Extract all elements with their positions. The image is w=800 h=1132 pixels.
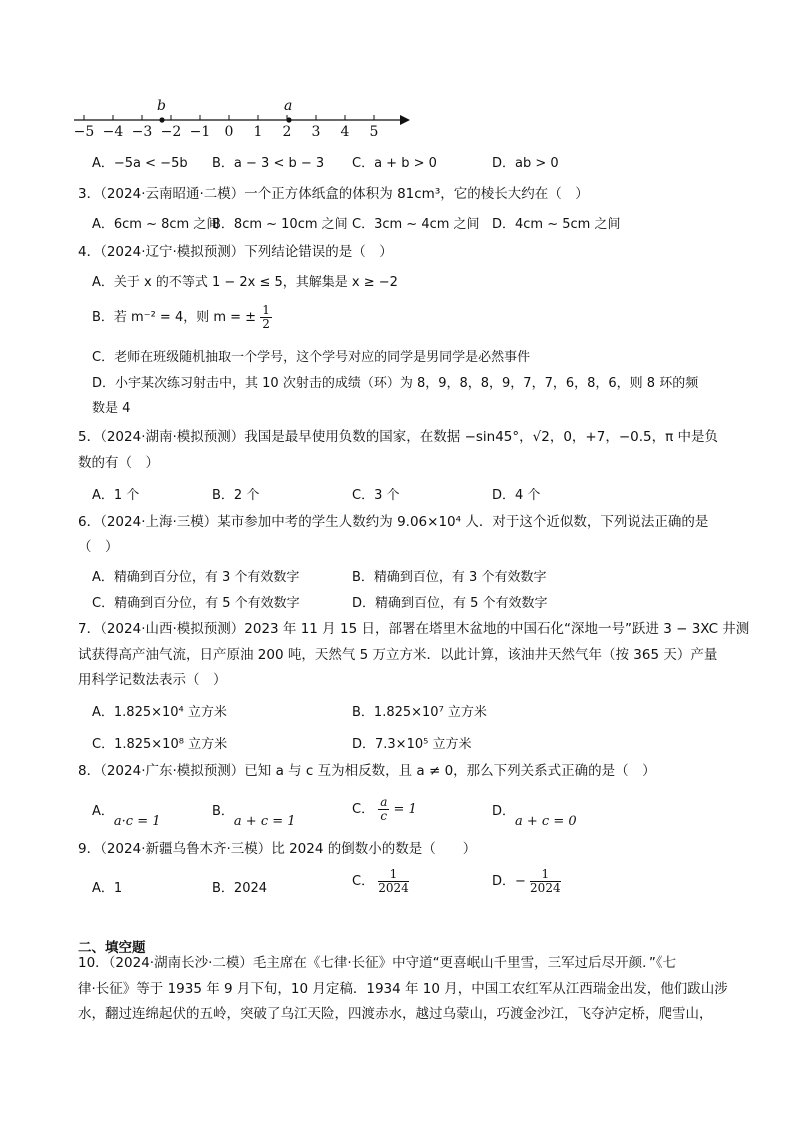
number-line-svg [70, 92, 420, 142]
q2-option-d: D．ab > 0 [492, 156, 559, 171]
q4-option-c: C．老师在班级随机抽取一个学号，这个学号对应的同学是男同学是必然事件 [92, 350, 531, 365]
q3-stem: 3．（2024·云南昭通·二模）一个正方体纸盒的体积为 81cm³，它的棱长大约在（ ） [78, 186, 589, 202]
q7-stem-line1: 7．（2024·山西·模拟预测）2023 年 11 月 15 日，部署在塔里木盆地的中国石化“深地一号”跃进 3 − 3XC 井测 [78, 621, 750, 637]
q7-option-b: B．1.825×10⁷ 立方米 [352, 705, 487, 720]
number-line-tick-label: 5 [369, 124, 379, 140]
q6-option-c: C．精确到百分位，有 5 个有效数字 [92, 596, 300, 611]
q3-option-b: B．8cm ~ 10cm 之间 [212, 217, 348, 232]
number-line-arrow [400, 115, 410, 125]
q10-line2: 律·长征》等于 1935 年 9 月下旬，10 月定稿．1934 年 10 月，中国工农红军从江西瑞金出发，他们跋山涉 [78, 981, 728, 997]
q7-option-a: A．1.825×10⁴ 立方米 [92, 705, 227, 720]
q3-option-d: D．4cm ~ 5cm 之间 [492, 217, 621, 232]
q5-option-b: B．2 个 [212, 488, 260, 503]
number-line-tick-label: 3 [311, 124, 321, 140]
q9-option-b: B．2024 [212, 881, 268, 896]
q5-stem-line2: 数的有（ ） [78, 455, 159, 471]
q7-stem-line3: 用科学记数法表示（ ） [78, 672, 227, 688]
q4-option-b [92, 304, 272, 331]
q8-option-c: C． $\frac{a}{c}$ = 1 [352, 795, 417, 823]
number-line-tick-label: 2 [282, 124, 292, 140]
q2-option-c: C．a + b > 0 [352, 156, 437, 171]
q6-option-d: D．精确到百位，有 5 个有效数字 [352, 596, 548, 611]
q5-option-c: C．3 个 [352, 488, 400, 503]
q6-stem-line1: 6．（2024·上海·三模）某市参加中考的学生人数约为 9.06×10⁴ 人．对于这个近似数，下列说法正确的是 [78, 514, 709, 530]
q5-option-a: A．1 个 [92, 488, 140, 503]
number-line-tick-label: −1 [189, 124, 211, 140]
q4-stem: 4．（2024·辽宁·模拟预测）下列结论错误的是（ ） [78, 244, 393, 260]
q9-c-fraction: $\frac{1}{2024}$ [378, 867, 409, 895]
q5-stem-line1: 5．（2024·湖南·模拟预测）我国是最早使用负数的国家，在数据 −sin45°，√2，0，+7，−0.5，π 中是负 [78, 429, 719, 445]
q8-option-d: D．a + c = 0 [492, 804, 577, 829]
q4-option-d-line1: D．小宇某次练习射击中，其 10 次射击的成绩（环）为 8，9，8，8，9，7，7，6，8，6，则 8 环的频 [92, 376, 699, 391]
q4-option-b-text: B．若 m⁻² = 4，则 m = ± [92, 310, 257, 325]
point-a-label: a [284, 98, 293, 114]
q8-option-b: B．a + c = 1 [212, 804, 296, 829]
q9-d-fraction: $\frac{1}{2024}$ [530, 867, 561, 895]
point-b-dot [159, 117, 164, 122]
number-line-tick-label: 0 [224, 124, 234, 140]
q2-option-b: B．a − 3 < b − 3 [212, 156, 325, 171]
point-a-dot [286, 117, 291, 122]
number-line [70, 92, 420, 146]
q6-option-a: A．精确到百分位，有 3 个有效数字 [92, 570, 300, 585]
number-line-tick-label: 1 [253, 124, 263, 140]
number-line-tick-label: −5 [73, 124, 95, 140]
number-line-tick-label: −3 [131, 124, 153, 140]
q6-stem-line2: （ ） [78, 539, 119, 555]
q3-option-a: A．6cm ~ 8cm 之间 [92, 217, 220, 232]
q8-c-fraction: $\frac{a}{c}$ [380, 795, 388, 823]
q10-line1: 10．（2024·湖南长沙·二模）毛主席在《七律·长征》中守道“更喜岷山千里雪，三军过后尽开颜．”《七 [78, 955, 677, 971]
q7-option-c: C．1.825×10⁸ 立方米 [92, 737, 228, 752]
q4-b-fraction: $\frac{1}{2}$ [262, 303, 270, 331]
q8-option-a: A．a·c = 1 [92, 804, 161, 829]
q9-option-d: D．− $\frac{1}{2024}$ [492, 867, 561, 895]
q8-stem: 8．（2024·广东·模拟预测）已知 a 与 c 互为相反数，且 a ≠ 0，那么下列关系式正确的是（ ） [78, 763, 656, 779]
q9-option-a: A．1 [92, 881, 123, 896]
number-line-tick-label: 4 [340, 124, 350, 140]
section-title-fill-in: 二、填空题 [78, 940, 146, 956]
q10-line3: 水，翻过连绵起伏的五岭，突破了乌江天险，四渡赤水，越过乌蒙山，巧渡金沙江，飞夺泸定桥，爬雪山， [78, 1006, 713, 1022]
point-b-label: b [157, 98, 166, 114]
q5-option-d: D．4 个 [492, 488, 541, 503]
q2-option-a: A．−5a < −5b [92, 156, 188, 171]
q3-option-c: C．3cm ~ 4cm 之间 [352, 217, 480, 232]
q9-stem: 9．（2024·新疆乌鲁木齐·三模）比 2024 的倒数小的数是（ ） [78, 841, 477, 857]
q4-option-d-line2: 数是 4 [92, 401, 131, 416]
q4-option-a: A．关于 x 的不等式 1 − 2x ≤ 5，其解集是 x ≥ −2 [92, 275, 398, 290]
q7-stem-line2: 试获得高产油气流，日产原油 200 吨，天然气 5 万立方米．以此计算，该油井天然气年（按 365 天）产量 [78, 647, 718, 663]
number-line-tick-label: −4 [102, 124, 124, 140]
q9-option-c: C． $\frac{1}{2024}$ [352, 867, 409, 895]
number-line-tick-label: −2 [160, 124, 182, 140]
q6-option-b: B．精确到百位，有 3 个有效数字 [352, 570, 547, 585]
q7-option-d: D．7.3×10⁵ 立方米 [352, 737, 472, 752]
